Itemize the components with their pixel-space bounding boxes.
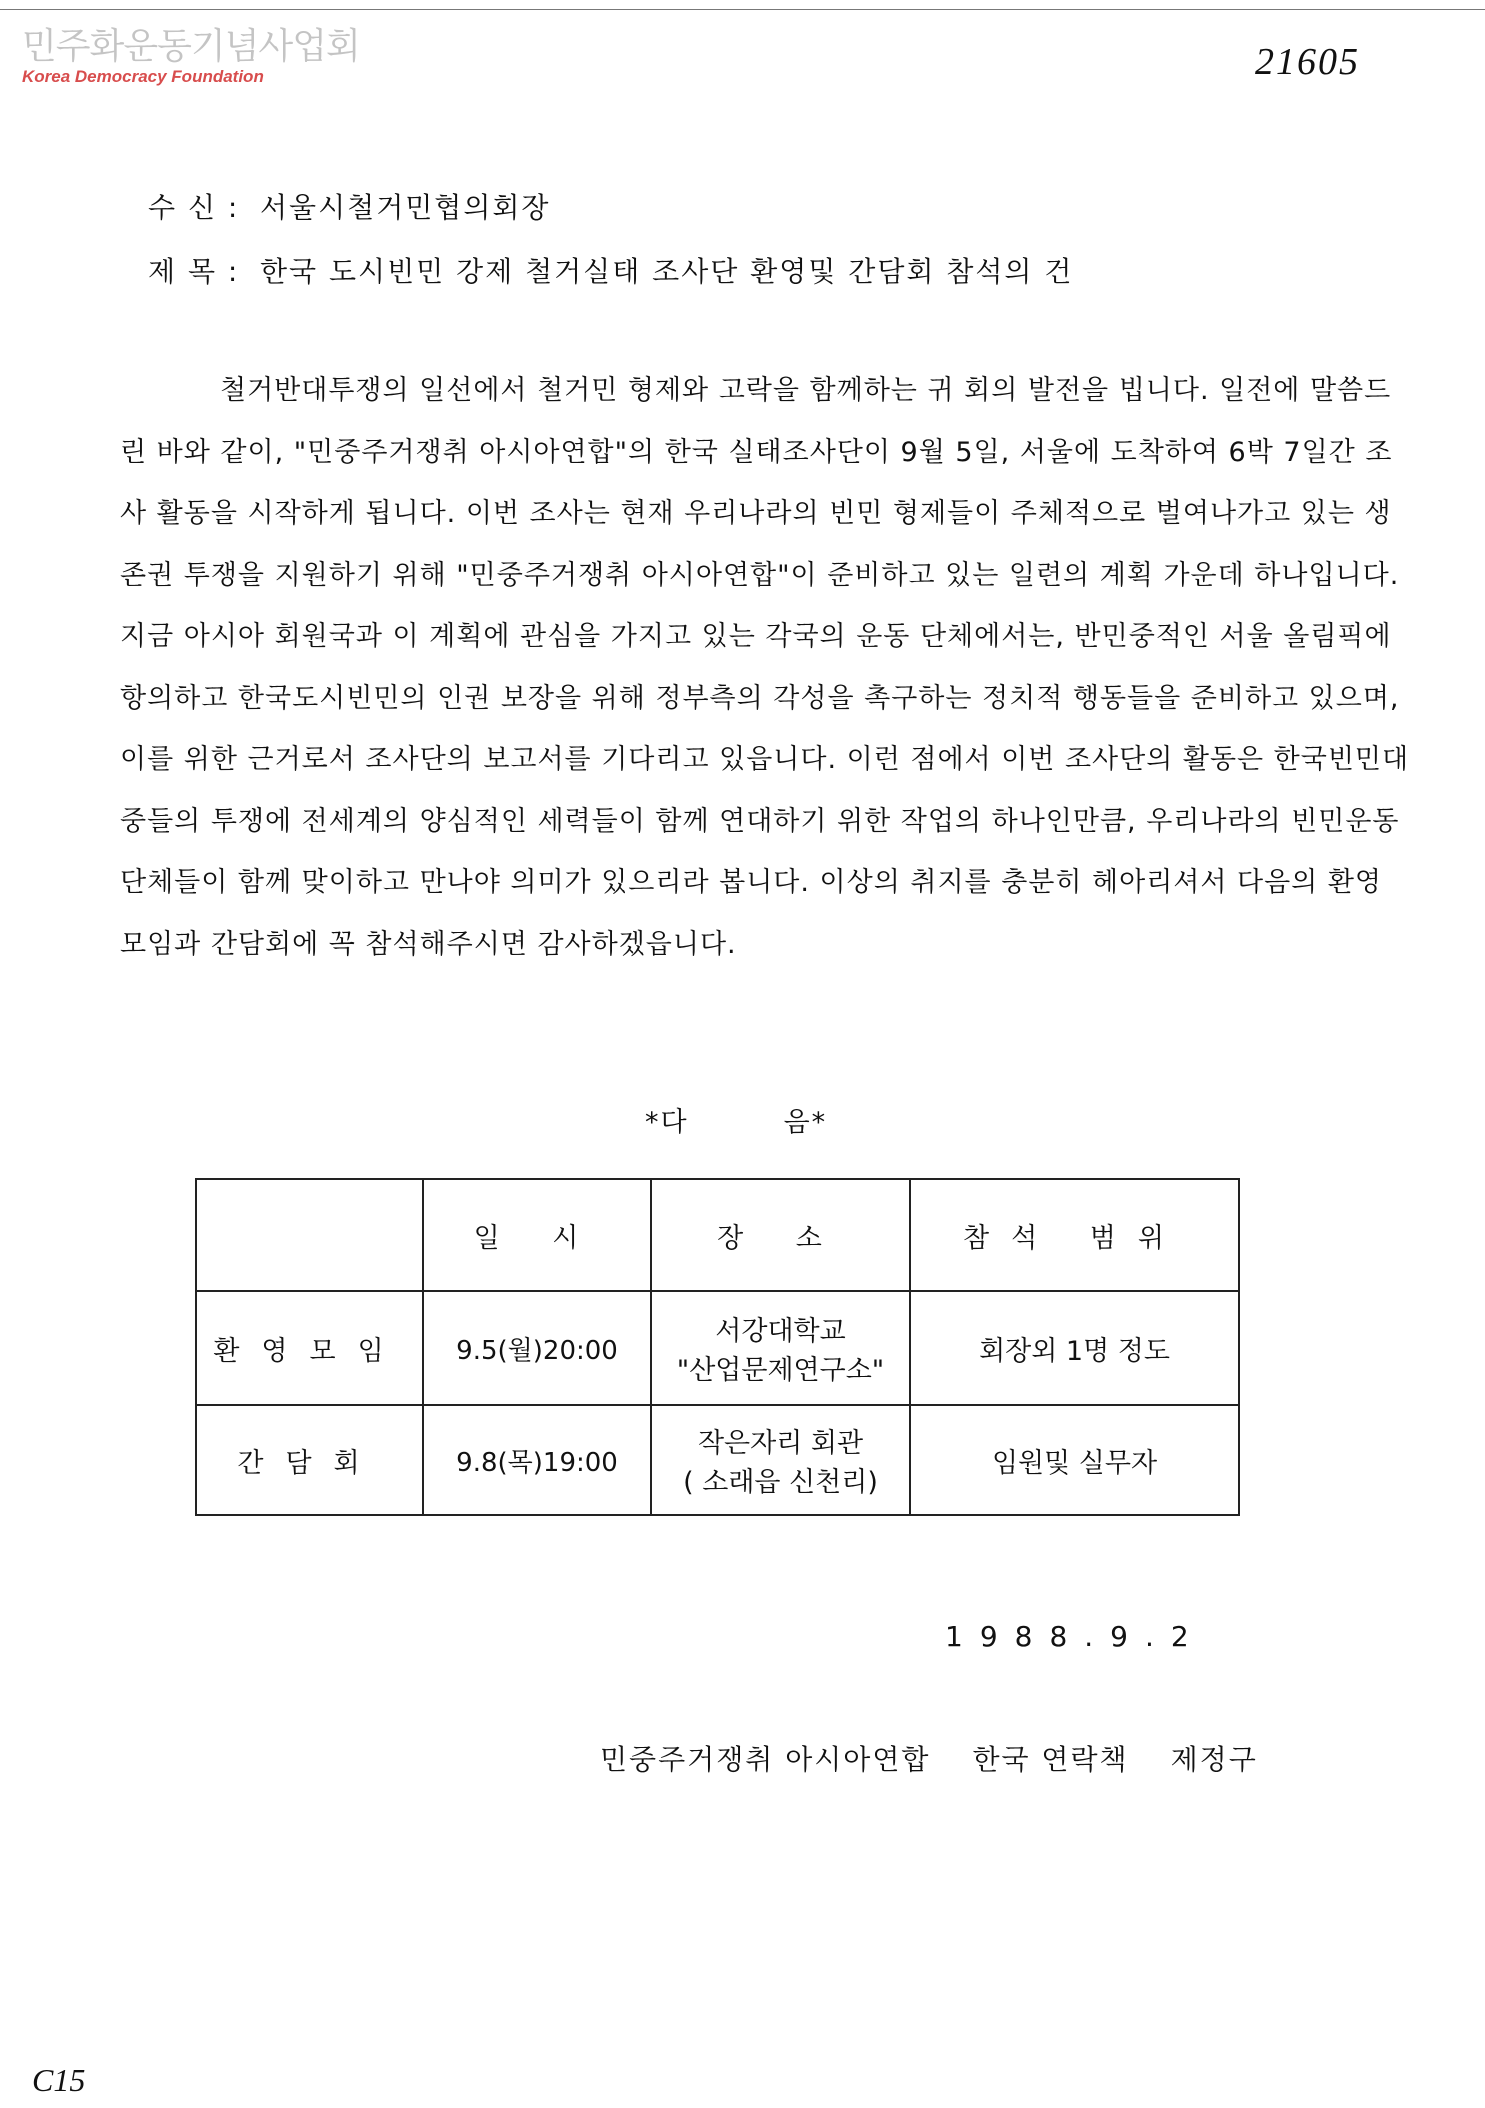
subject-value: 한국 도시빈민 강제 철거실태 조사단 환영및 간담회 참석의 건 xyxy=(260,255,1074,288)
event-cell: 간담회 xyxy=(196,1405,423,1515)
letter-body xyxy=(120,360,1410,975)
recipient-label: 수 신 : xyxy=(148,191,240,224)
top-rule xyxy=(0,9,1485,10)
section-heading-left: *다 xyxy=(645,1107,689,1138)
signature-block xyxy=(600,1738,1258,1778)
signature-name: 제정구 xyxy=(1170,1743,1258,1776)
datetime-cell: 9.5(월)20:00 xyxy=(423,1291,651,1405)
table-row xyxy=(196,1405,1239,1515)
signature-organization: 민중주거쟁취 아시아연합 xyxy=(600,1743,931,1776)
attendees-cell: 임원및 실무자 xyxy=(910,1405,1239,1515)
place-cell xyxy=(651,1405,910,1515)
place-line-2: "산업문제연구소" xyxy=(676,1355,885,1386)
header-cell-empty xyxy=(196,1179,423,1291)
schedule-table xyxy=(195,1178,1240,1516)
place-line-1: 작은자리 회관 xyxy=(697,1428,864,1459)
header-cell-place: 장 소 xyxy=(651,1179,910,1291)
section-heading xyxy=(645,1100,827,1139)
header-cell-datetime: 일 시 xyxy=(423,1179,651,1291)
section-heading-right: 음* xyxy=(783,1107,828,1138)
page-mark: C15 xyxy=(32,2062,86,2098)
watermark-english: Korea Democracy Foundation xyxy=(22,67,264,86)
subject-label: 제 목 : xyxy=(148,255,240,288)
table-header-row xyxy=(196,1179,1239,1291)
attendees-cell: 회장외 1명 정도 xyxy=(910,1291,1239,1405)
recipient-value: 서울시철거민협의회장 xyxy=(260,191,551,224)
document-number: 21605 xyxy=(1255,41,1360,83)
letter-date: 1988.9.2 xyxy=(945,1620,1206,1653)
signature-role: 한국 연락책 xyxy=(972,1743,1129,1776)
letter-paragraph: 철거반대투쟁의 일선에서 철거민 형제와 고락을 함께하는 귀 회의 발전을 빕니다. 일전에 말씀드린 바와 같이, "민중주거쟁취 아시아연합"의 한국 실태조사단이 9월 5일, 서울에 도착하여 6박 7일간 조사 활동을 시작하게 됩니다. 이번 조사는 현재 우리나라의 빈민 형제들이 주체적으로 벌여나가고 있는 생존권 투쟁을 지원하기 위해 "민중주거쟁취 아시아연합"이 준비하고 있는 일련의 계획 가운데 하나입니다. 지금 아시아 회원국과 이 계획에 관심을 가지고 있는 각국의 운동 단체에서는, 반민중적인 서울 올림픽에 항의하고 한국도시빈민의 인권 보장을 위해 정부측의 각성을 촉구하는 정치적 행동들을 준비하고 있으며, 이를 위한 근거로서 조사단의 보고서를 기다리고 있읍니다. 이런 점에서 이번 조사단의 활동은 한국빈민대중들의 투쟁에 전세계의 양심적인 세력들이 함께 연대하기 위한 작업의 하나인만큼, 우리나라의 빈민운동단체들이 함께 맞이하고 만나야 의미가 있으리라 봅니다. 이상의 취지를 충분히 헤아리셔서 다음의 환영 모임과 간담회에 꼭 참석해주시면 감사하겠읍니다. xyxy=(120,375,1410,960)
recipient-line xyxy=(148,186,550,226)
subject-line xyxy=(148,250,1073,290)
table-row xyxy=(196,1291,1239,1405)
watermark-logo xyxy=(22,18,360,87)
watermark-korean: 민주화운동기념사업회 xyxy=(22,26,360,67)
header-cell-attendees: 참석 범위 xyxy=(910,1179,1239,1291)
place-line-1: 서강대학교 xyxy=(715,1316,846,1347)
place-cell xyxy=(651,1291,910,1405)
place-line-2: ( 소래읍 신천리) xyxy=(683,1467,878,1498)
datetime-cell: 9.8(목)19:00 xyxy=(423,1405,651,1515)
event-cell: 환영모임 xyxy=(196,1291,423,1405)
